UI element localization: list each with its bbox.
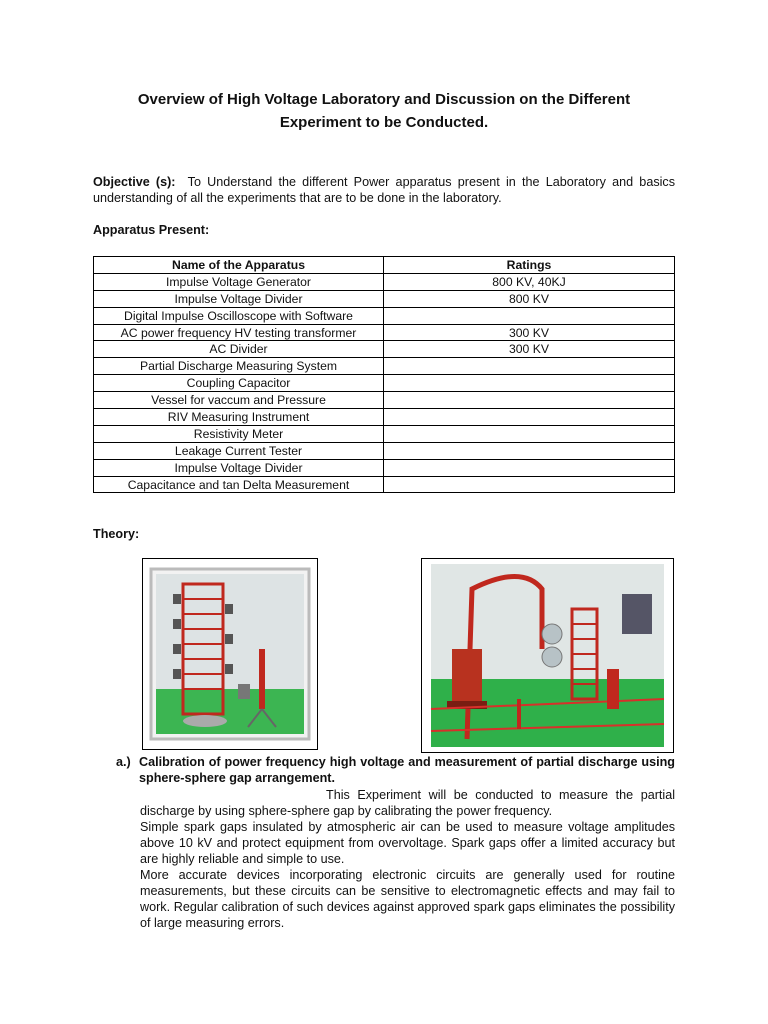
table-header-row: [94, 257, 675, 274]
ac-test-lab-image: [422, 559, 673, 752]
apparatus-name-cell: Capacitance and tan Delta Measurement: [94, 476, 384, 493]
apparatus-table-body: [94, 273, 675, 493]
section-a: [116, 754, 675, 786]
apparatus-rating-cell: [384, 375, 675, 392]
table-row: [94, 375, 675, 392]
apparatus-rating-cell: [384, 459, 675, 476]
section-a-body: [140, 787, 675, 931]
apparatus-rating-cell: [384, 442, 675, 459]
apparatus-name-cell: Resistivity Meter: [94, 425, 384, 442]
ac-test-lab-photo: [421, 558, 674, 753]
apparatus-rating-cell: 300 KV: [384, 341, 675, 358]
objective-paragraph: [93, 174, 675, 206]
table-row: [94, 425, 675, 442]
apparatus-name-cell: Impulse Voltage Divider: [94, 290, 384, 307]
apparatus-rating-cell: 300 KV: [384, 324, 675, 341]
impulse-generator-image: [143, 559, 317, 749]
apparatus-name-cell: Vessel for vaccum and Pressure: [94, 392, 384, 409]
column-header-ratings: Ratings: [384, 257, 675, 274]
apparatus-rating-cell: [384, 409, 675, 426]
apparatus-rating-cell: [384, 392, 675, 409]
table-row: [94, 307, 675, 324]
apparatus-heading: Apparatus Present:: [93, 223, 210, 237]
section-a-paragraph-3: More accurate devices incorporating electronic circuits are generally used for routine measurements, but these circuits can be sensitive to electromagnetic effects and may fail to work. Regular calibration of such devices against approved spark gaps eliminates the possibility of large measuring errors.: [140, 868, 675, 930]
section-a-heading: [116, 754, 675, 786]
table-row: [94, 409, 675, 426]
document-title: [93, 88, 675, 134]
objective-text: To Understand the different Power apparatus present in the Laboratory and basics understanding of all the experiments that are to be done in the laboratory.: [93, 175, 676, 205]
column-header-name: Name of the Apparatus: [94, 257, 384, 274]
table-row: [94, 459, 675, 476]
table-row: [94, 392, 675, 409]
impulse-generator-photo: [142, 558, 318, 750]
table-row: [94, 290, 675, 307]
apparatus-name-cell: Partial Discharge Measuring System: [94, 358, 384, 375]
apparatus-rating-cell: [384, 358, 675, 375]
apparatus-name-cell: AC Divider: [94, 341, 384, 358]
theory-heading: Theory:: [93, 527, 140, 541]
apparatus-rating-cell: [384, 425, 675, 442]
apparatus-rating-cell: 800 KV: [384, 290, 675, 307]
apparatus-rating-cell: [384, 476, 675, 493]
table-row: [94, 358, 675, 375]
table-row: [94, 273, 675, 290]
table-row: [94, 341, 675, 358]
title-line-2: Experiment to be Conducted.: [279, 114, 489, 131]
apparatus-rating-cell: [384, 307, 675, 324]
section-a-paragraph-1: This Experiment will be conducted to measure the partial discharge by using sphere-sphere gap by calibrating the power frequency.: [140, 788, 675, 818]
objective-label: Objective (s):: [93, 175, 176, 189]
table-row: [94, 476, 675, 493]
apparatus-name-cell: RIV Measuring Instrument: [94, 409, 384, 426]
table-row: [94, 324, 675, 341]
apparatus-rating-cell: 800 KV, 40KJ: [384, 273, 675, 290]
apparatus-table: [93, 256, 675, 493]
apparatus-name-cell: Impulse Voltage Divider: [94, 459, 384, 476]
apparatus-name-cell: Digital Impulse Oscilloscope with Software: [94, 307, 384, 324]
apparatus-name-cell: Leakage Current Tester: [94, 442, 384, 459]
section-a-number: a.): [116, 755, 131, 769]
title-line-1: Overview of High Voltage Laboratory and Discussion on the Different: [137, 91, 631, 108]
apparatus-name-cell: Impulse Voltage Generator: [94, 273, 384, 290]
table-row: [94, 442, 675, 459]
section-a-paragraph-2: Simple spark gaps insulated by atmospheric air can be used to measure voltage amplitudes above 10 kV and protect equipment from overvoltage. Spark gaps offer a limited accuracy but are highly reliable and simple to use.: [140, 820, 675, 866]
apparatus-name-cell: Coupling Capacitor: [94, 375, 384, 392]
apparatus-name-cell: AC power frequency HV testing transformer: [94, 324, 384, 341]
section-a-title: Calibration of power frequency high voltage and measurement of partial discharge using sphere-sphere gap arrangement.: [139, 755, 675, 785]
